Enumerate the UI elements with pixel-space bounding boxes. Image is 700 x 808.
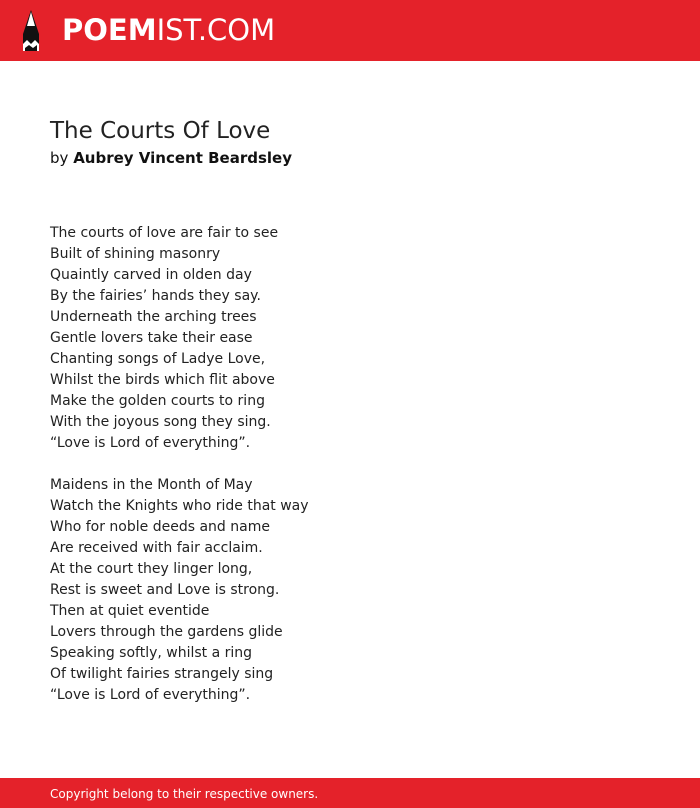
poem-line: Chanting songs of Ladye Love, [50, 351, 266, 367]
stanza [50, 223, 650, 454]
poem-title: The Courts Of Love [50, 118, 271, 144]
site-header [0, 0, 700, 61]
logo-strong-text: POEM [62, 13, 157, 47]
poem-line: Built of shining masonry [50, 246, 221, 262]
copyright-text: Copyright belong to their respective owners. [50, 787, 319, 801]
poem-line: “Love is Lord of everything”. [50, 435, 251, 451]
author-name: Aubrey Vincent Beardsley [73, 149, 292, 167]
poem-line: With the joyous song they sing. [50, 414, 271, 430]
pencil-icon [19, 10, 43, 51]
poem-line: Maidens in the Month of May [50, 477, 253, 493]
poem-line: At the court they linger long, [50, 561, 253, 577]
site-logo[interactable] [62, 12, 275, 48]
poem-line: Watch the Knights who ride that way [50, 498, 309, 514]
poem-line: Speaking softly, whilst a ring [50, 645, 253, 661]
poem-line: By the fairies’ hands they say. [50, 288, 261, 304]
stanza [50, 475, 650, 706]
poem-body [50, 223, 650, 706]
poem-line: Whilst the birds which flit above [50, 372, 275, 388]
by-prefix: by [50, 149, 69, 167]
poem-line: Rest is sweet and Love is strong. [50, 582, 280, 598]
poem-content [50, 114, 650, 727]
poem-line: Then at quiet eventide [50, 603, 210, 619]
poem-line: Quaintly carved in olden day [50, 267, 252, 283]
logo-light-text: IST.COM [156, 13, 276, 47]
poem-line: Who for noble deeds and name [50, 519, 270, 535]
poem-line: Are received with fair acclaim. [50, 540, 263, 556]
poem-line: Of twilight fairies strangely sing [50, 666, 274, 682]
poem-line: Gentle lovers take their ease [50, 330, 253, 346]
poem-line: “Love is Lord of everything”. [50, 687, 251, 703]
site-footer [0, 778, 700, 808]
byline [50, 148, 650, 168]
poem-line: Make the golden courts to ring [50, 393, 265, 409]
poem-line: Lovers through the gardens glide [50, 624, 283, 640]
poem-line: Underneath the arching trees [50, 309, 257, 325]
poem-line: The courts of love are fair to see [50, 225, 279, 241]
